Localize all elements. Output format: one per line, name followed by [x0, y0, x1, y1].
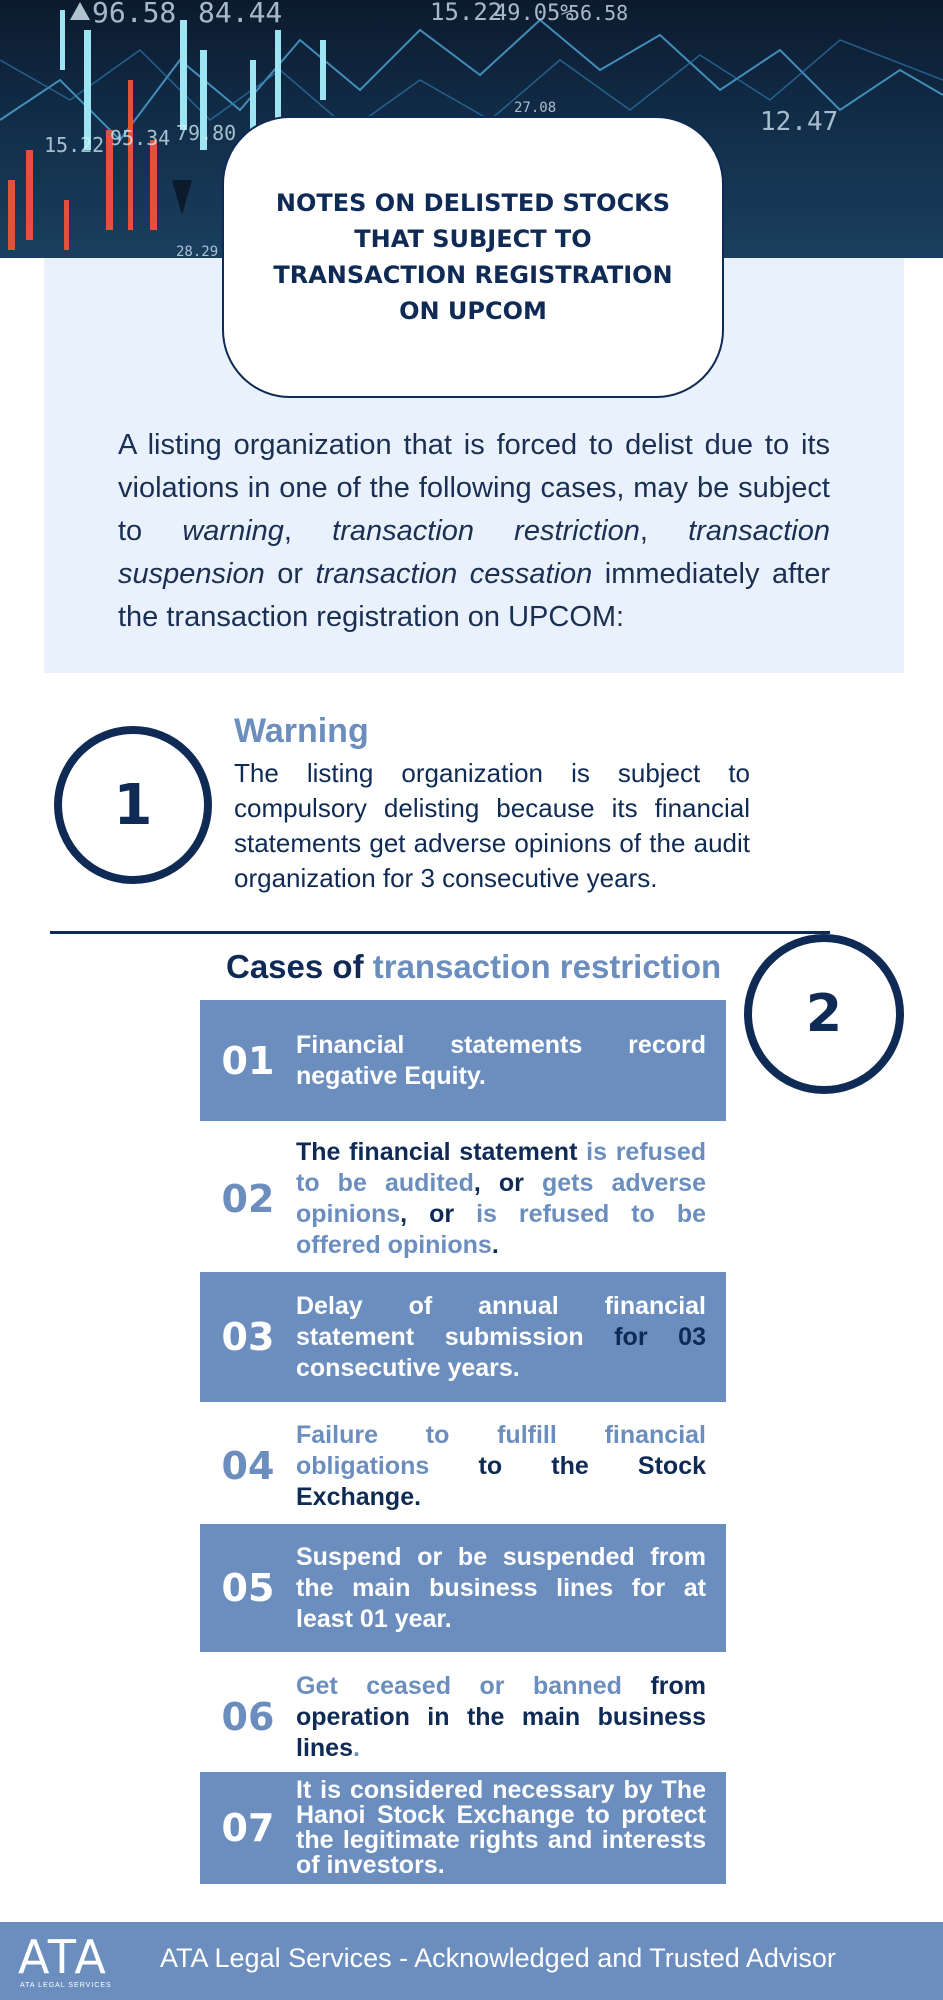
ticker-label: 56.58	[568, 1, 629, 25]
case-number: 07	[221, 1806, 275, 1850]
case-text-part: consecutive years.	[296, 1353, 520, 1382]
case-item	[200, 1524, 726, 1652]
case-item	[200, 1672, 726, 1762]
ticker-label: 49.05%	[494, 1, 574, 26]
case-number: 04	[221, 1444, 275, 1488]
case-text	[296, 1420, 726, 1513]
logo-subtitle: ATA LEGAL SERVICES	[20, 1982, 112, 1989]
case-text-highlight: .	[352, 1733, 360, 1762]
intro-term-restriction: transaction restriction	[332, 515, 640, 547]
ticker-label: 95.34	[110, 126, 171, 150]
case-text-highlight: Get ceased or banned	[296, 1671, 622, 1700]
case-text-highlight: is refused to be offered opinions	[296, 1200, 706, 1259]
warning-title: Warning	[234, 712, 369, 750]
section-2-number-badge: 2	[744, 934, 904, 1094]
case-text-part: from operation in the main business lines	[296, 1671, 706, 1762]
case-text	[296, 1137, 726, 1261]
case-text: Financial statements record negative Equity.	[296, 1030, 706, 1090]
case-item	[200, 1410, 726, 1522]
footer-tagline: ATA Legal Services - Acknowledged and Trusted Advisor	[160, 1943, 836, 1973]
section-divider	[50, 931, 830, 934]
case-item	[200, 1134, 726, 1264]
case-text-part: to the Stock Exchange.	[296, 1451, 706, 1511]
intro-separator: or	[264, 558, 316, 590]
ticker-label: 12.47	[760, 107, 839, 137]
footer	[0, 1922, 943, 2000]
section-1-number-badge: 1	[54, 726, 212, 884]
case-number: 02	[221, 1177, 275, 1221]
case-text-part: , or	[473, 1169, 542, 1197]
case-text: Suspend or be suspended from the main business lines for at least 01 year.	[296, 1542, 706, 1633]
cases-title-prefix: Cases of	[226, 948, 373, 985]
title-card	[222, 116, 724, 398]
intro-term-warning: warning	[182, 515, 284, 547]
ticker-label: 27.08	[514, 100, 557, 116]
intro-separator: ,	[283, 515, 333, 547]
case-text-part: , or	[400, 1200, 477, 1228]
logo-mark: ATA	[18, 1930, 108, 1984]
ticker-label: 84.44	[198, 0, 283, 29]
case-text-part: .	[491, 1231, 499, 1259]
intro-term-cessation: transaction cessation	[315, 558, 593, 590]
ticker-label: 79.80	[176, 121, 237, 145]
case-number: 03	[221, 1315, 275, 1359]
case-item	[200, 1772, 726, 1884]
intro-tail: immediately after the transaction registration on UPCOM:	[118, 558, 830, 633]
case-text-part: The financial statement	[296, 1138, 587, 1166]
ticker-label: 15.22	[430, 0, 503, 26]
case-text-highlight: Failure to fulfill financial obligations	[296, 1420, 706, 1480]
ata-logo	[18, 1932, 118, 1992]
case-text-highlight: gets adverse opinions	[296, 1169, 706, 1228]
case-text-dark: for 03	[614, 1322, 706, 1351]
warning-text: The listing organization is subject to compulsory delisting because its financial statements get adverse opinions of the audit organization for 3 consecutive years.	[234, 758, 750, 893]
intro-term-suspension: transaction suspension	[118, 515, 830, 590]
ticker-label: 28.29	[176, 244, 219, 258]
intro-paragraph	[118, 424, 830, 639]
case-item	[200, 1272, 726, 1402]
case-text	[296, 1671, 726, 1764]
case-text-highlight: is refused to be audited	[296, 1138, 707, 1197]
case-number: 01	[221, 1038, 275, 1083]
intro-separator: ,	[639, 515, 689, 547]
case-item	[200, 1000, 726, 1121]
intro-lead: A listing organization that is forced to delist due to its violations in one of the following cases, may be subject to	[118, 429, 830, 547]
case-text	[296, 1291, 726, 1384]
cases-title-highlight: transaction restriction	[372, 948, 722, 985]
ticker-label: 15.22	[44, 133, 105, 157]
case-number: 05	[221, 1566, 275, 1610]
case-text-part: Delay of annual financial statement submission	[296, 1291, 706, 1351]
cases-title	[226, 948, 721, 986]
case-number: 06	[221, 1695, 275, 1739]
ticker-label: 96.58	[92, 0, 177, 29]
page-title: NOTES ON DELISTED STOCKS THAT SUBJECT TO TRANSACTION REGISTRATION ON UPCOM	[273, 189, 673, 325]
case-text: It is considered necessary by The Hanoi Stock Exchange to protect the legitimate rights and interests of investors.	[296, 1776, 706, 1879]
